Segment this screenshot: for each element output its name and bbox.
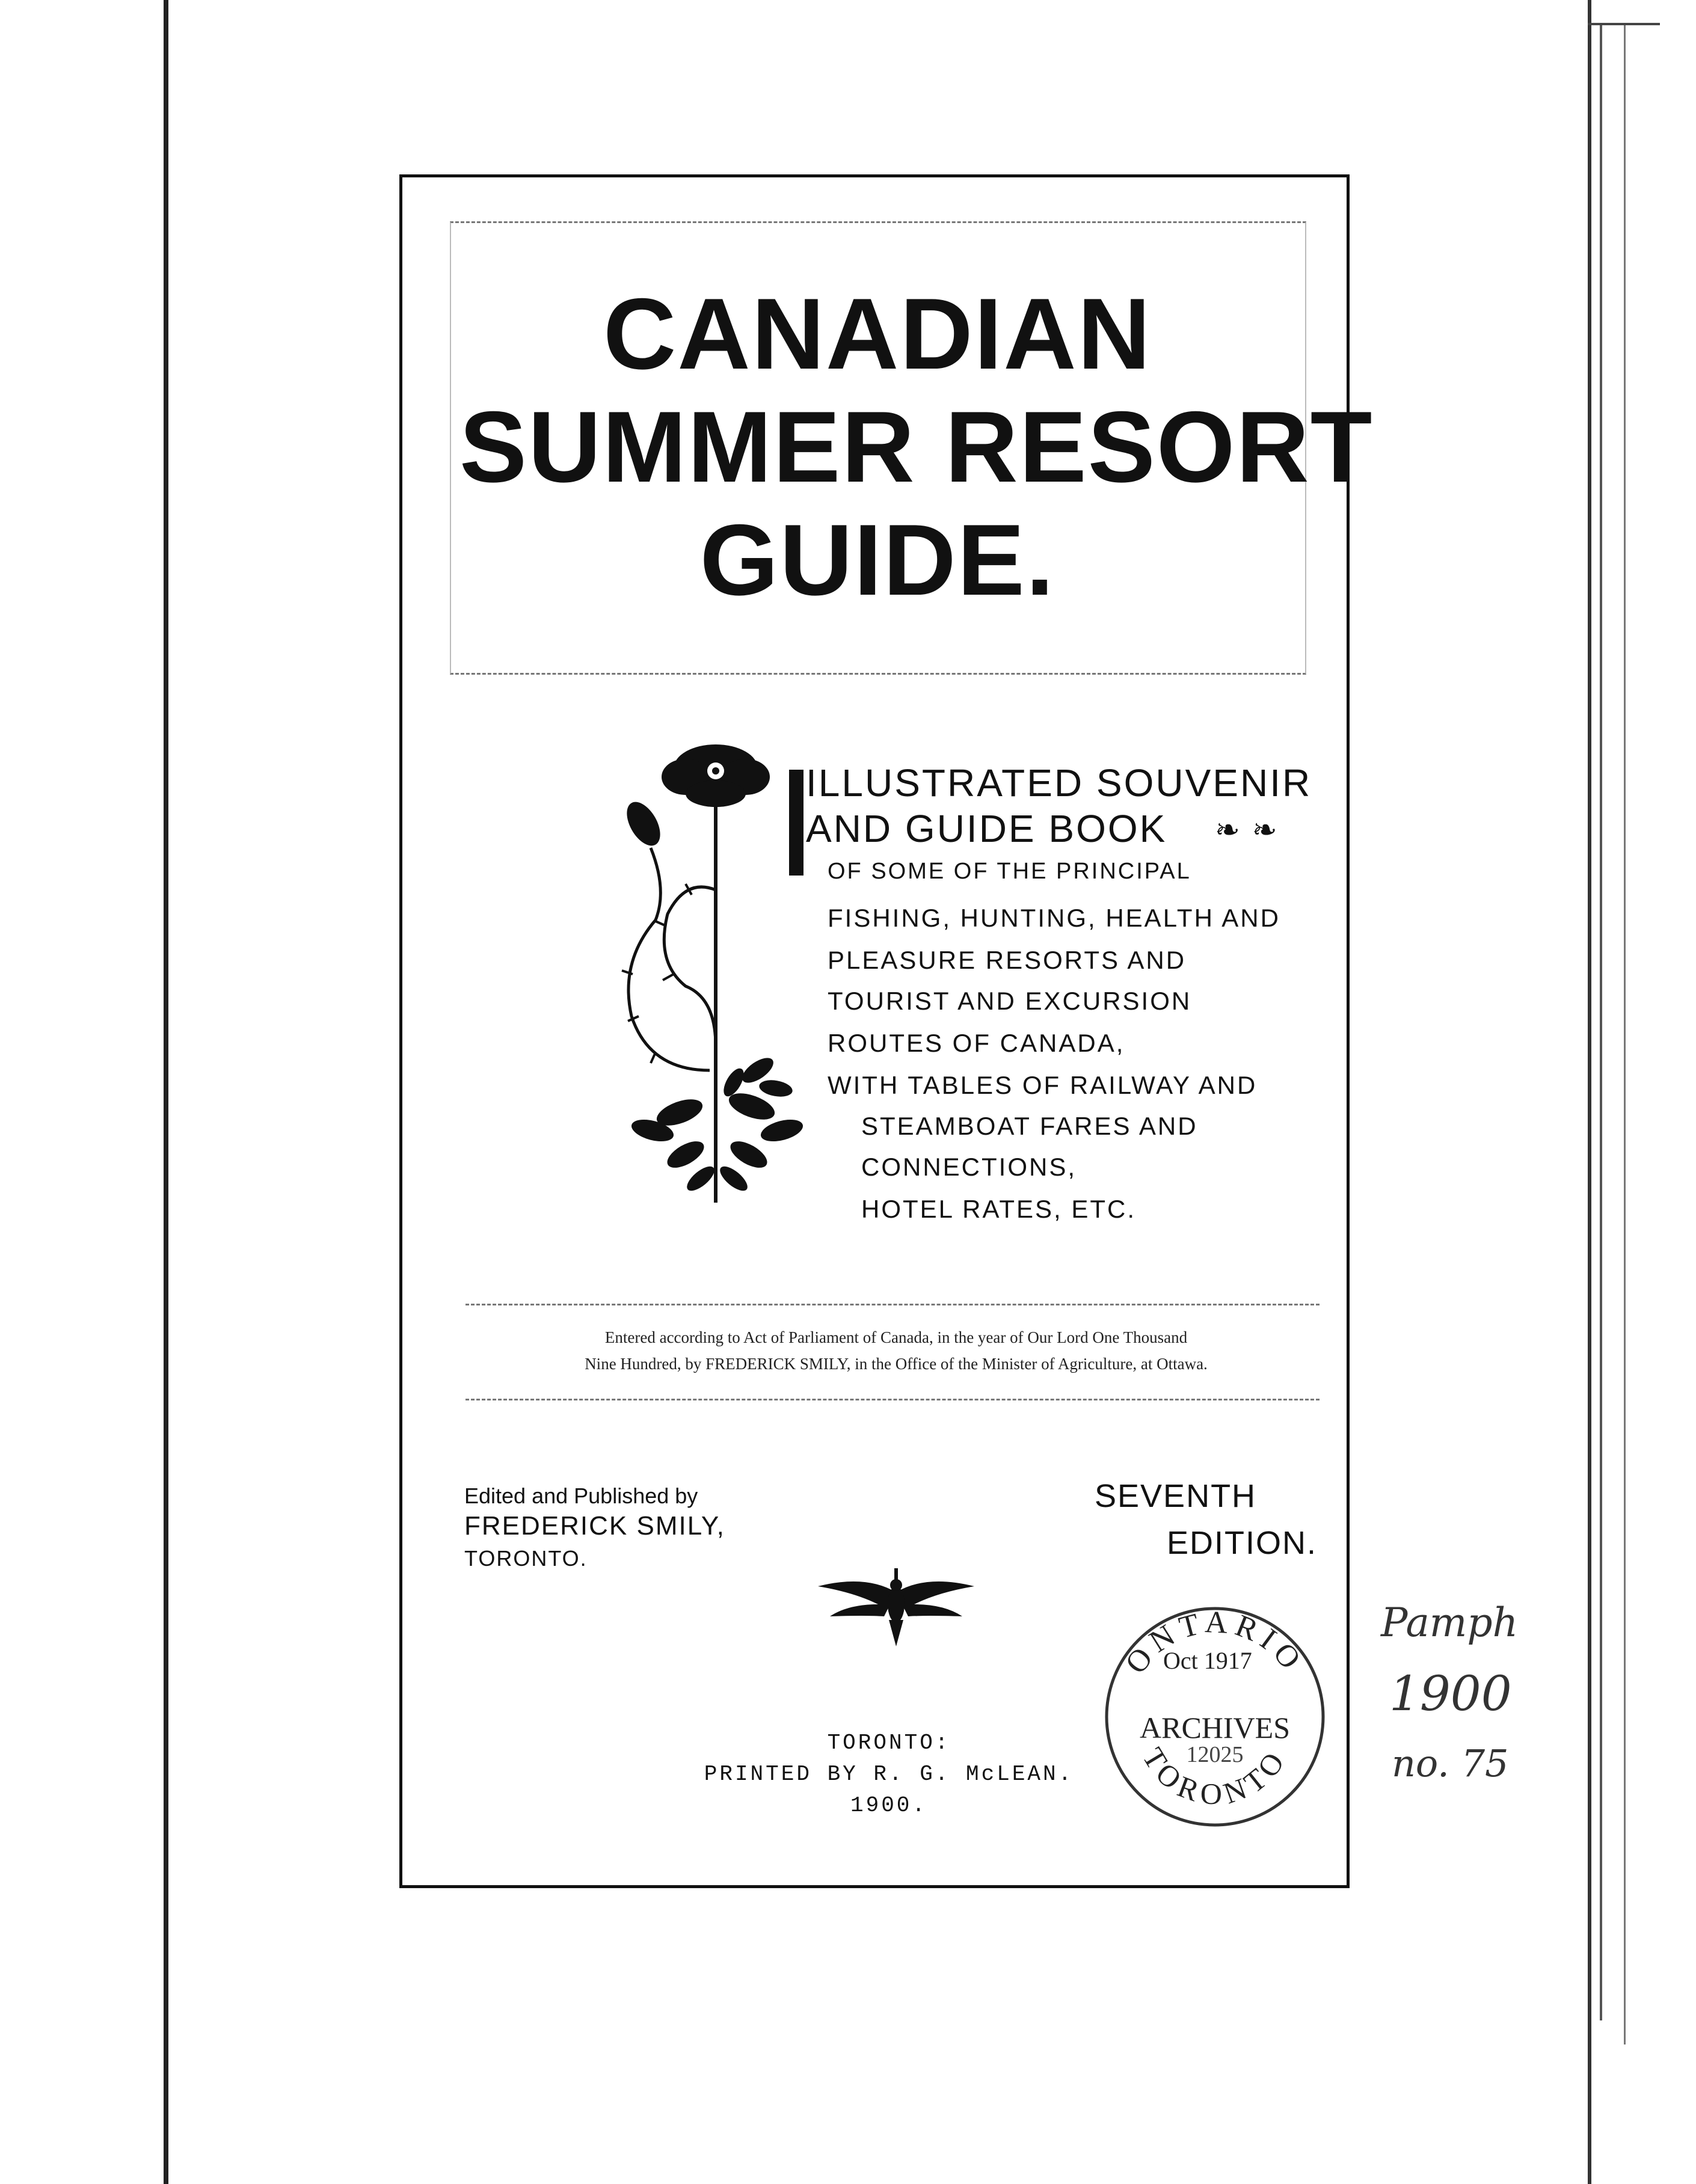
divider bbox=[465, 1304, 1320, 1305]
divider bbox=[465, 1399, 1320, 1400]
subtitle-line-6: TOURIST AND EXCURSION bbox=[828, 987, 1192, 1015]
imprint-printer: PRINTED BY R. G. McLEAN. bbox=[704, 1762, 1074, 1787]
imprint-year: 1900. bbox=[850, 1793, 928, 1818]
fleuron-ornament-icon: ❧ ❧ bbox=[1215, 813, 1279, 847]
copyright-line-1: Entered according to Act of Parliament of Canada, in the year of Our Lord One Thousand bbox=[604, 1328, 1188, 1346]
binding-fold bbox=[164, 0, 168, 2184]
imprint-place: TORONTO: bbox=[827, 1731, 951, 1755]
subtitle-line-3: OF SOME OF THE PRINCIPAL bbox=[828, 859, 1191, 884]
page-edge bbox=[1624, 24, 1626, 2044]
handwritten-line-1: Pamph bbox=[1381, 1600, 1519, 1646]
subtitle-line-9: STEAMBOAT FARES AND bbox=[861, 1112, 1198, 1140]
editor-line-3: TORONTO. bbox=[464, 1546, 588, 1571]
editor-line-2: FREDERICK SMILY, bbox=[464, 1511, 725, 1541]
winged-emblem-icon bbox=[812, 1568, 980, 1652]
editor-line-1: Edited and Published by bbox=[464, 1483, 698, 1508]
title-line-2: SUMMER RESORT bbox=[459, 390, 1374, 503]
edition-line-2: EDITION. bbox=[1167, 1525, 1318, 1561]
stamp-number-text: 12025 bbox=[1186, 1742, 1244, 1767]
handwritten-line-3: no. 75 bbox=[1392, 1741, 1509, 1785]
subtitle-line-1: ILLUSTRATED SOUVENIR bbox=[806, 761, 1312, 805]
subtitle-line-4: FISHING, HUNTING, HEALTH AND bbox=[828, 904, 1280, 932]
handwritten-line-2: 1900 bbox=[1389, 1666, 1512, 1722]
subtitle-line-11: HOTEL RATES, ETC. bbox=[861, 1195, 1137, 1223]
subtitle-line-8: WITH TABLES OF RAILWAY AND bbox=[828, 1071, 1258, 1099]
page-edge bbox=[1600, 24, 1602, 2020]
edition-line-1: SEVENTH bbox=[1095, 1478, 1257, 1514]
stamp-middle-text: ARCHIVES bbox=[1139, 1711, 1291, 1744]
stamp-bottom-text: TORONTO bbox=[1135, 1741, 1294, 1811]
page-edge bbox=[1588, 23, 1660, 25]
stamp-top-text: ONTARIO bbox=[1119, 1605, 1311, 1681]
title-line-3: GUIDE. bbox=[699, 503, 1055, 616]
drop-cap bbox=[789, 770, 803, 876]
title-line-1: CANADIAN bbox=[603, 277, 1152, 390]
page-edge bbox=[1588, 0, 1591, 2184]
archive-stamp-icon bbox=[1095, 1600, 1335, 1834]
subtitle-line-7: ROUTES OF CANADA, bbox=[828, 1029, 1125, 1057]
subtitle-line-10: CONNECTIONS, bbox=[861, 1153, 1077, 1181]
stamp-date: Oct 1917 bbox=[1163, 1647, 1252, 1674]
subtitle-line-2: AND GUIDE BOOK bbox=[806, 807, 1167, 850]
copyright-notice bbox=[475, 1324, 1317, 1377]
subtitle-line-5: PLEASURE RESORTS AND bbox=[828, 946, 1187, 974]
copyright-line-2: Nine Hundred, by FREDERICK SMILY, in the Office of the Minister of Agriculture, at Ottawa. bbox=[585, 1355, 1208, 1373]
